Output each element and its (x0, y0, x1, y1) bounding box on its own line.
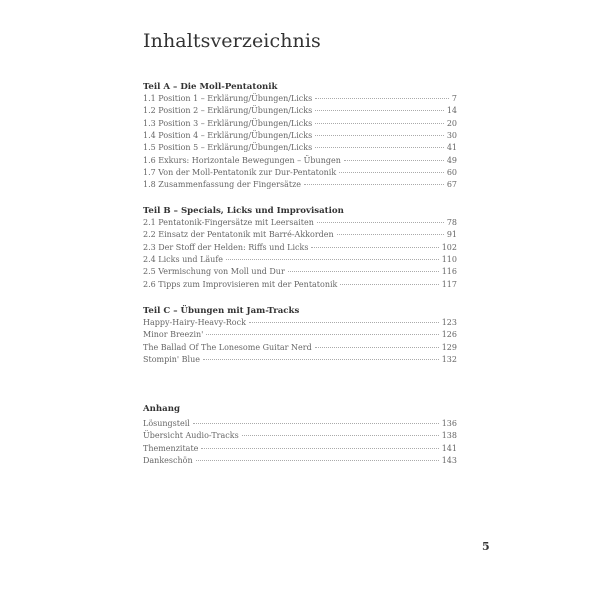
dot-leader (288, 271, 439, 272)
dot-leader (340, 284, 438, 285)
toc-entry[interactable] (143, 443, 457, 455)
dot-leader (315, 147, 444, 148)
entry-page: 116 (441, 267, 457, 277)
entry-page: 138 (441, 431, 457, 441)
dot-leader (311, 247, 438, 248)
entry-label: Dankeschön (143, 456, 193, 466)
entry-page: 141 (441, 443, 457, 453)
dot-leader (339, 172, 444, 173)
dot-leader (226, 259, 439, 260)
entry-page: 102 (441, 242, 457, 252)
entry-page: 41 (446, 143, 457, 153)
entry-label: Übersicht Audio-Tracks (143, 431, 239, 441)
page-number: 5 (482, 540, 490, 553)
toc-entry[interactable] (143, 118, 457, 130)
toc-entry[interactable] (143, 418, 457, 430)
toc-entry[interactable] (143, 354, 457, 366)
dot-leader (304, 184, 444, 185)
entry-label: Happy-Hairy-Heavy-Rock (143, 318, 246, 327)
entry-label: 1.8 Zusammenfassung der Fingersätze (143, 180, 302, 190)
entry-label: The Ballad Of The Lonesome Guitar Nerd (143, 342, 312, 352)
section-teil-c (143, 305, 457, 366)
toc-entry[interactable] (143, 430, 457, 442)
entry-page: 129 (441, 342, 457, 352)
entry-label: 2.5 Vermischung von Moll und Dur (143, 267, 285, 277)
entry-label: Themenzitate (143, 443, 199, 453)
entry-label: 1.3 Position 3 – Erklärung/Übungen/Licks (143, 118, 313, 128)
dot-leader (242, 435, 439, 436)
entry-page: 60 (446, 168, 457, 178)
entry-label: Minor Breezin' (143, 330, 204, 340)
entry-label: 1.2 Position 2 – Erklärung/Übungen/Licks (143, 106, 313, 116)
dot-leader (196, 460, 439, 461)
entry-label: 1.4 Position 4 – Erklärung/Übungen/Licks (143, 131, 313, 141)
dot-leader (249, 322, 439, 323)
entry-page: 143 (441, 456, 457, 466)
section-heading: Teil B – Specials, Licks und Improvisation (143, 206, 344, 216)
section-heading: Teil C – Übungen mit Jam-Tracks (143, 306, 300, 316)
entry-page: 110 (441, 255, 457, 265)
toc-entry[interactable] (143, 317, 457, 329)
dot-leader (315, 110, 444, 111)
section-anhang (143, 403, 457, 467)
toc-entry[interactable] (143, 130, 457, 142)
dot-leader (203, 359, 439, 360)
dot-leader (315, 135, 444, 136)
dot-leader (193, 423, 439, 424)
toc-entry[interactable] (143, 105, 457, 117)
entry-page: 20 (446, 118, 457, 128)
dot-leader (201, 448, 438, 449)
toc-entry[interactable] (143, 167, 457, 179)
toc-entry[interactable] (143, 455, 457, 467)
section-teil-a (143, 81, 457, 192)
entry-label: 1.5 Position 5 – Erklärung/Übungen/Licks (143, 143, 313, 153)
section-heading: Anhang (143, 404, 180, 414)
toc-entry[interactable] (143, 229, 457, 241)
toc-entry[interactable] (143, 266, 457, 278)
entry-page: 30 (446, 131, 457, 141)
dot-leader (317, 222, 444, 223)
toc-entry[interactable] (143, 242, 457, 254)
dot-leader (206, 334, 438, 335)
entry-label: 2.6 Tipps zum Improvisieren mit der Pentatonik (143, 279, 338, 289)
dot-leader (344, 160, 444, 161)
entry-page: 132 (441, 355, 457, 365)
toc-entry[interactable] (143, 342, 457, 354)
toc-entry[interactable] (143, 142, 457, 154)
entry-page: 67 (446, 180, 457, 190)
entry-page: 123 (441, 318, 457, 327)
toc-entry[interactable] (143, 329, 457, 341)
entry-page: 7 (451, 94, 457, 103)
entry-page: 78 (446, 218, 457, 227)
toc-entry[interactable] (143, 217, 457, 229)
entry-page: 91 (446, 230, 457, 240)
entry-label: 2.2 Einsatz der Pentatonik mit Barré-Akkorden (143, 230, 334, 240)
section-heading: Teil A – Die Moll-Pentatonik (143, 82, 278, 92)
page-title: Inhaltsverzeichnis (143, 30, 321, 52)
toc-entry[interactable] (143, 279, 457, 291)
entry-label: 2.3 Der Stoff der Helden: Riffs und Licks (143, 242, 309, 252)
dot-leader (315, 98, 449, 99)
entry-label: 2.1 Pentatonik-Fingersätze mit Leersaiten (143, 218, 314, 227)
entry-page: 126 (441, 330, 457, 340)
entry-label: Lösungsteil (143, 419, 190, 428)
toc-entry[interactable] (143, 179, 457, 191)
entry-page: 117 (441, 279, 457, 289)
section-teil-b (143, 205, 457, 291)
entry-label: 1.6 Exkurs: Horizontale Bewegungen – Übungen (143, 155, 341, 165)
toc-entry[interactable] (143, 93, 457, 105)
dot-leader (315, 123, 444, 124)
entry-page: 14 (446, 106, 457, 116)
toc-entry[interactable] (143, 155, 457, 167)
entry-label: 1.7 Von der Moll-Pentatonik zur Dur-Pentatonik (143, 168, 337, 178)
dot-leader (315, 347, 439, 348)
entry-page: 136 (441, 419, 457, 428)
dot-leader (337, 234, 444, 235)
entry-page: 49 (446, 155, 457, 165)
entry-label: Stompin' Blue (143, 355, 200, 365)
entry-label: 1.1 Position 1 – Erklärung/Übungen/Licks (143, 94, 313, 103)
entry-label: 2.4 Licks und Läufe (143, 255, 224, 265)
toc-entry[interactable] (143, 254, 457, 266)
